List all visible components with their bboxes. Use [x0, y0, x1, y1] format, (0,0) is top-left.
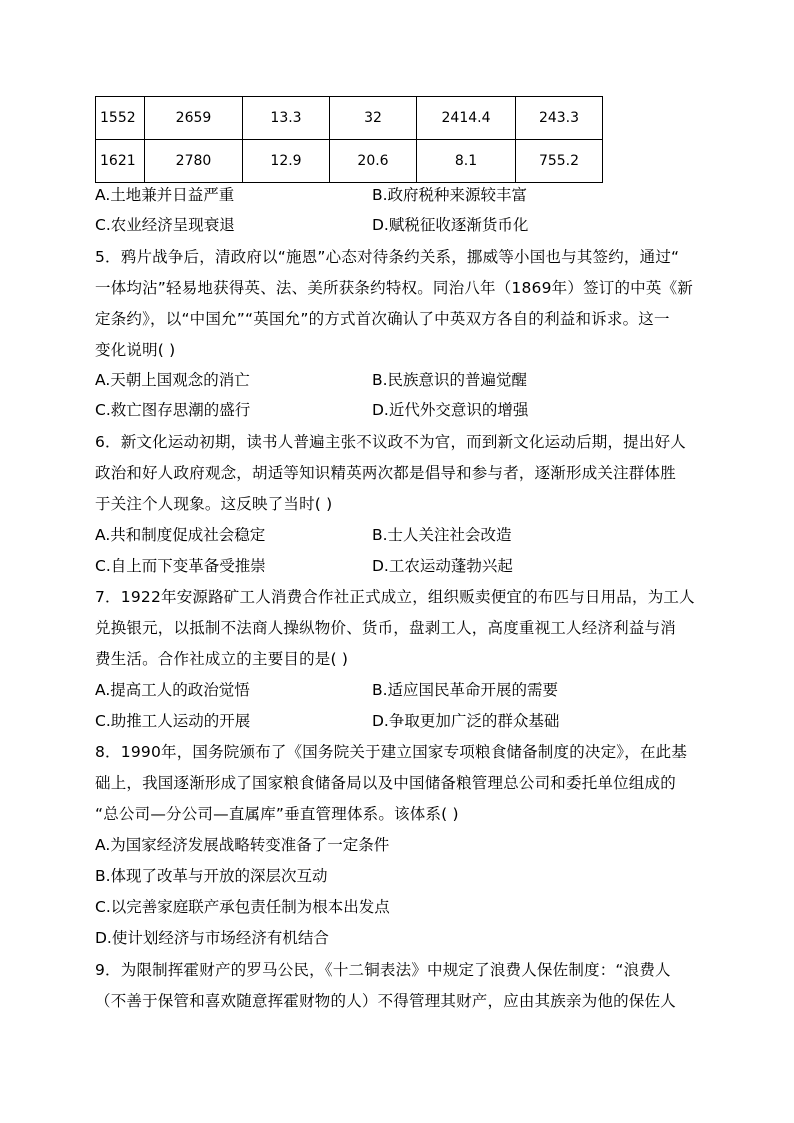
q5-option-a: A.天朝上国观念的消亡 [95, 371, 250, 389]
q8-option-a: A.为国家经济发展战略转变准备了一定条件 [95, 836, 390, 854]
table-cell: 1621 [96, 140, 145, 183]
q6-option-d: D.工农运动蓬勃兴起 [372, 557, 513, 575]
q8-option-c: C.以完善家庭联产承包责任制为根本出发点 [95, 898, 390, 916]
table-cell: 1552 [96, 97, 145, 140]
q7-stem-line: 费生活。合作社成立的主要目的是( ) [95, 650, 349, 668]
q5-stem-line: 定条约》，以“中国允”“英国允”的方式首次确认了中英双方各自的利益和诉求。这一 [95, 310, 670, 328]
q5-stem-line: 5．鸦片战争后，清政府以“施恩”心态对待条约关系，挪威等小国也与其签约，通过“ [95, 248, 680, 266]
q6-stem-line: 6．新文化运动初期，读书人普遍主张不议政不为官，而到新文化运动后期，提出好人 [95, 433, 686, 451]
q8-stem-line: “总公司—分公司—直属库”垂直管理体系。该体系( ) [95, 805, 459, 823]
q4-option-b: B.政府税种来源较丰富 [372, 186, 528, 204]
q6-option-a: A.共和制度促成社会稳定 [95, 526, 266, 544]
q7-stem-line: 7．1922年安源路矿工人消费合作社正式成立，组织贩卖便宜的布匹与日用品，为工人 [95, 588, 695, 606]
q4-option-d: D.赋税征收逐渐货币化 [372, 216, 529, 234]
q6-option-b: B.士人关注社会改造 [372, 526, 512, 544]
q5-stem-line: 变化说明( ) [95, 341, 176, 359]
q8-stem-line: 8．1990年，国务院颁布了《国务院关于建立国家专项粮食储备制度的决定》，在此基 [95, 743, 688, 761]
q7-option-b: B.适应国民革命开展的需要 [372, 681, 559, 699]
table-cell: 755.2 [516, 140, 603, 183]
q8-stem-line: 础上，我国逐渐形成了国家粮食储备局以及中国储备粮管理总公司和委托单位组成的 [95, 774, 676, 792]
q5-option-c: C.救亡图存思潮的盛行 [95, 401, 251, 419]
table-cell: 8.1 [417, 140, 516, 183]
q8-option-d: D.使计划经济与市场经济有机结合 [95, 929, 329, 947]
q5-stem-line: 一体均沾”轻易地获得英、法、美所获条约特权。同治八年（1869年）签订的中英《新 [95, 279, 693, 297]
q8-option-b: B.体现了改革与开放的深层次互动 [95, 867, 328, 885]
q9-stem-line: 9．为限制挥霍财产的罗马公民，《十二铜表法》中规定了浪费人保佐制度：“浪费人 [95, 961, 671, 979]
q7-option-d: D.争取更加广泛的群众基础 [372, 712, 560, 730]
table-cell: 243.3 [516, 97, 603, 140]
table-cell: 32 [330, 97, 417, 140]
table-cell: 2780 [145, 140, 243, 183]
q7-option-c: C.助推工人运动的开展 [95, 712, 251, 730]
q9-stem-line: （不善于保管和喜欢随意挥霍财物的人）不得管理其财产，应由其族亲为他的保佐人 [95, 992, 676, 1010]
q4-option-a: A.土地兼并日益严重 [95, 186, 235, 204]
table-row [96, 140, 603, 183]
q4-option-c: C.农业经济呈现衰退 [95, 216, 235, 234]
q6-stem-line: 政治和好人政府观念，胡适等知识精英两次都是倡导和参与者，逐渐形成关注群体胜 [95, 464, 676, 482]
table-row [96, 97, 603, 140]
data-table [95, 96, 603, 183]
table-cell: 12.9 [243, 140, 330, 183]
q6-stem-line: 于关注个人现象。这反映了当时( ) [95, 495, 333, 513]
q5-option-d: D.近代外交意识的增强 [372, 401, 529, 419]
table-cell: 20.6 [330, 140, 417, 183]
table-cell: 2659 [145, 97, 243, 140]
q6-option-c: C.自上而下变革备受推崇 [95, 557, 266, 575]
q7-option-a: A.提高工人的政治觉悟 [95, 681, 250, 699]
table-cell: 13.3 [243, 97, 330, 140]
table-cell: 2414.4 [417, 97, 516, 140]
q5-option-b: B.民族意识的普遍觉醒 [372, 371, 528, 389]
q7-stem-line: 兑换银元，以抵制不法商人操纵物价、货币，盘剥工人，高度重视工人经济利益与消 [95, 619, 676, 637]
